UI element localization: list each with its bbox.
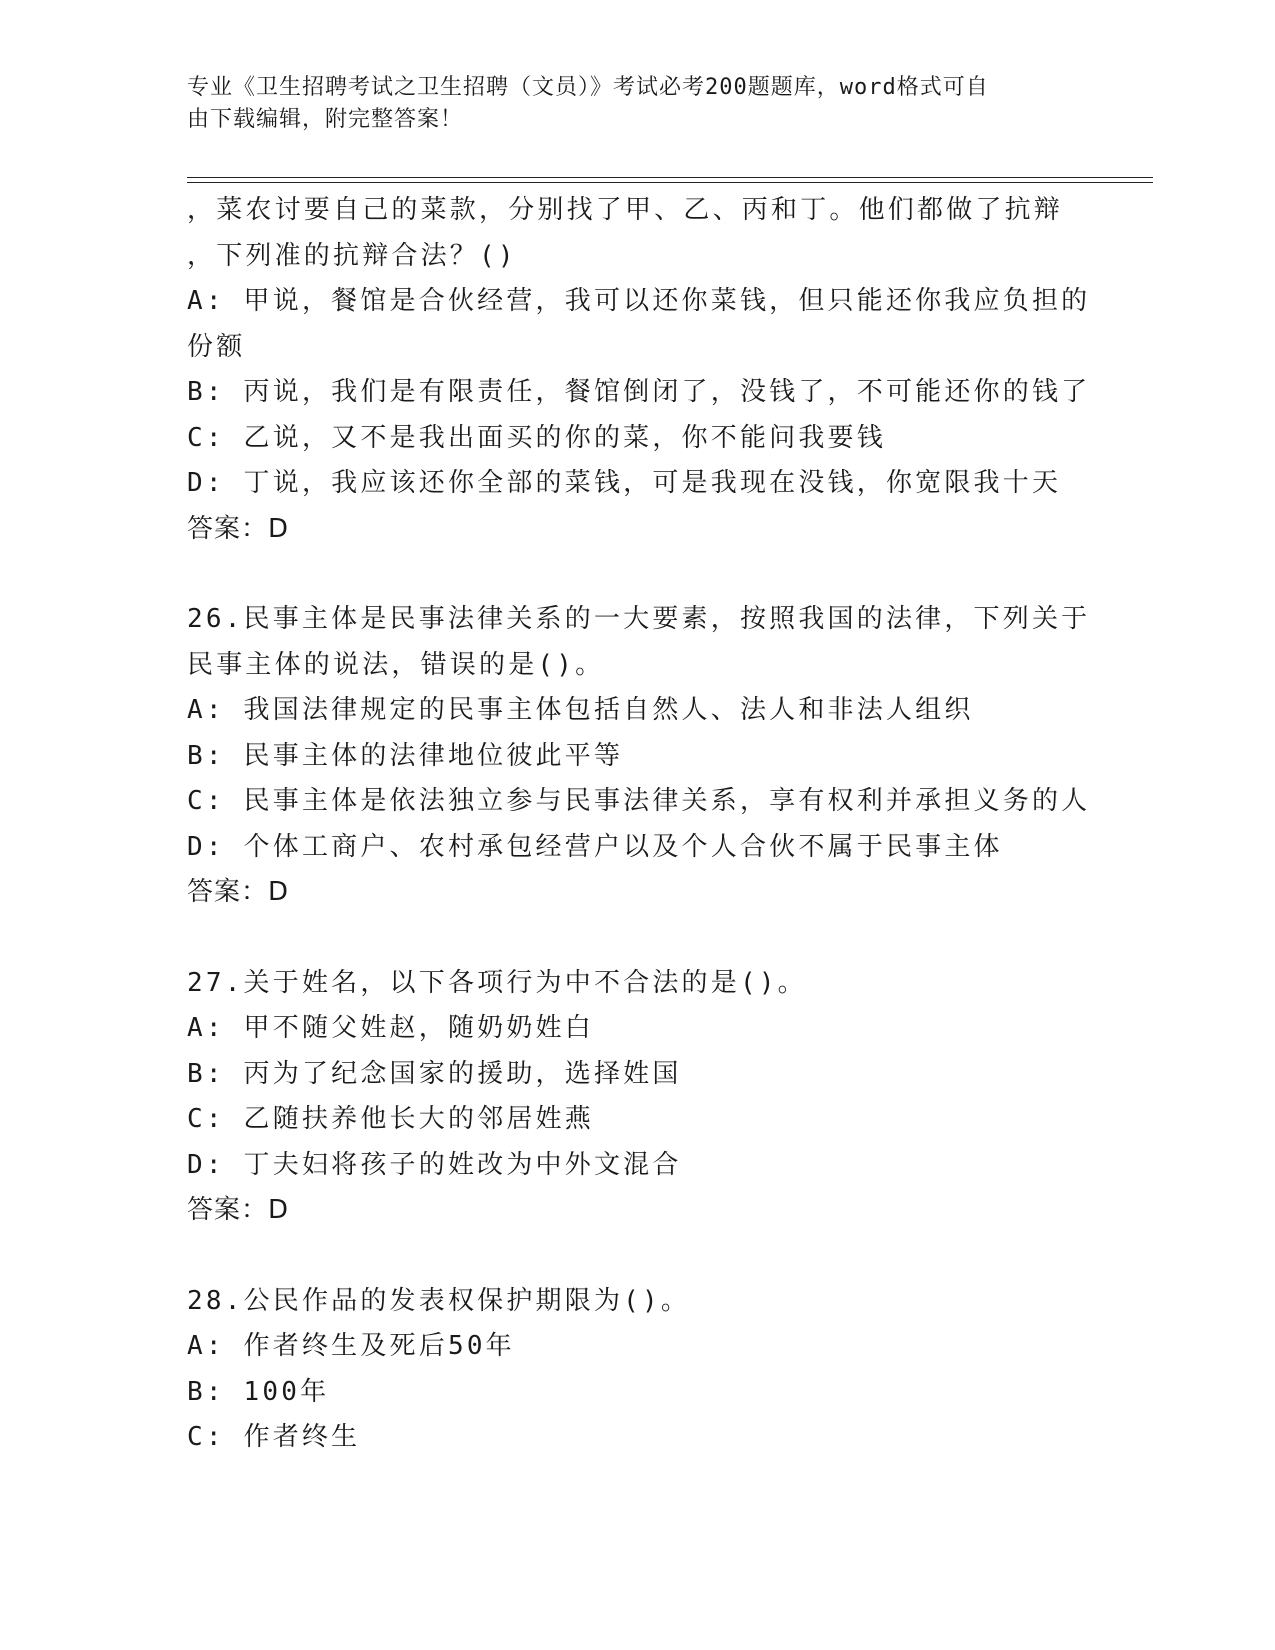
question-26-option-b: B: 民事主体的法律地位彼此平等 <box>187 740 624 771</box>
question-27-block <box>187 961 1087 1234</box>
question-content <box>187 188 1091 1461</box>
question-26-block <box>187 597 1091 916</box>
question-28-option-c: C: 作者终生 <box>187 1422 361 1452</box>
question-28-block <box>187 1279 1087 1461</box>
question-27-option-b: B: 丙为了纪念国家的援助，选择姓国 <box>187 1058 682 1089</box>
question-28-option-b: B: 100年 <box>187 1376 330 1407</box>
question-28-option-a: A: 作者终生及死后50年 <box>187 1331 515 1361</box>
question-26-option-a: A: 我国法律规定的民事主体包括自然人、法人和非法人组织 <box>187 695 974 725</box>
header-divider-bottom <box>187 182 1153 183</box>
question-27-option-c: C: 乙随扶养他长大的邻居姓燕 <box>187 1104 594 1134</box>
question-26-stem-line-2: 民事主体的说法，错误的是()。 <box>187 649 605 680</box>
question-25-option-b: B: 丙说，我们是有限责任，餐馆倒闭了，没钱了，不可能还你的钱了 <box>187 377 1091 407</box>
question-25-option-a-line-2: 份额 <box>187 331 246 362</box>
header-line-2: 由下载编辑，附完整答案！ <box>187 107 464 132</box>
question-25-option-d: D: 丁说，我应该还你全部的菜钱，可是我现在没钱，你宽限我十天 <box>187 468 1062 498</box>
question-25-option-a-line-1: A: 甲说，餐馆是合伙经营，我可以还你菜钱，但只能还你我应负担的 <box>187 286 1091 316</box>
question-25-option-c: C: 乙说，又不是我出面买的你的菜，你不能问我要钱 <box>187 422 886 453</box>
question-27-stem: 27.关于姓名，以下各项行为中不合法的是()。 <box>187 967 807 998</box>
question-25-answer: 答案：D <box>187 513 290 544</box>
question-27-option-d: D: 丁夫妇将孩子的姓改为中外文混合 <box>187 1149 682 1180</box>
question-26-answer: 答案：D <box>187 877 290 907</box>
question-27-answer: 答案：D <box>187 1195 290 1225</box>
question-25-stem-line-2: ，下列准的抗辩合法？() <box>187 240 517 271</box>
header-line-1: 专业《卫生招聘考试之卫生招聘（文员）》考试必考200题题库，word格式可自 <box>187 75 989 100</box>
question-26-option-d: D: 个体工商户、农村承包经营户以及个人合伙不属于民事主体 <box>187 831 1003 862</box>
question-25-block <box>187 188 1091 552</box>
header-divider-top <box>187 177 1153 178</box>
document-header <box>187 72 1067 136</box>
question-26-stem-line-1: 26.民事主体是民事法律关系的一大要素，按照我国的法律，下列关于 <box>187 604 1091 634</box>
question-27-option-a: A: 甲不随父姓赵，随奶奶姓白 <box>187 1013 594 1043</box>
question-25-stem-line-1: ，菜农讨要自己的菜款，分别找了甲、乙、丙和丁。他们都做了抗辩 <box>187 195 1064 225</box>
question-28-stem: 28.公民作品的发表权保护期限为()。 <box>187 1285 691 1316</box>
question-26-option-c: C: 民事主体是依法独立参与民事法律关系，享有权利并承担义务的人 <box>187 786 1091 816</box>
